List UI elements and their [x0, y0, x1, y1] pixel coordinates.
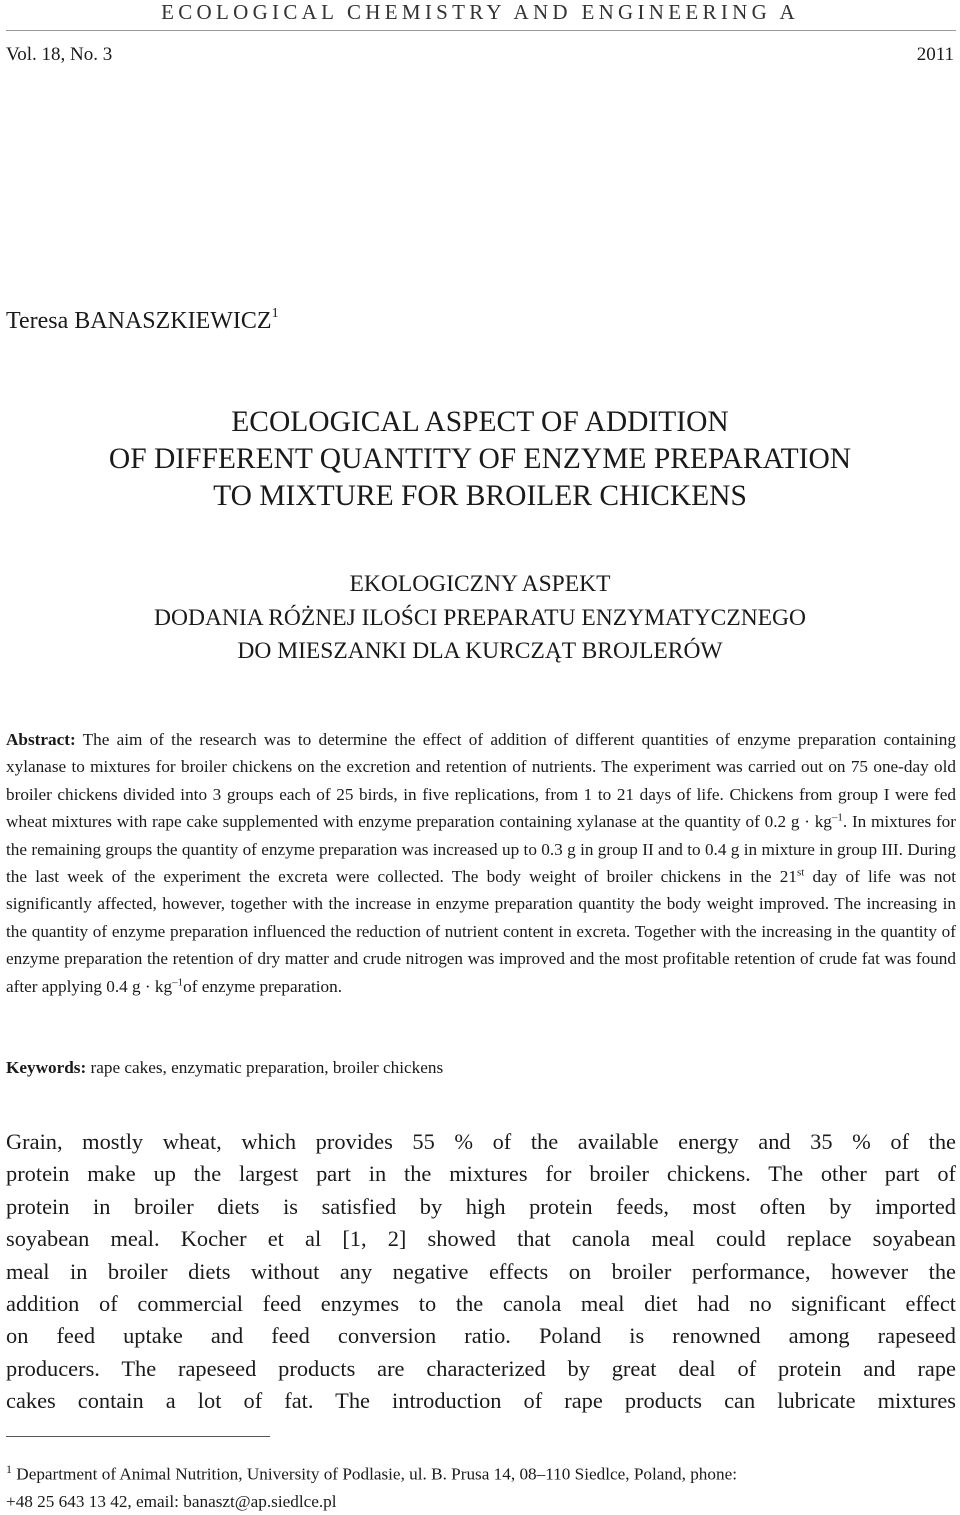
body-line: producers. The rapeseed products are characterized by great deal of protein and rape — [6, 1355, 956, 1381]
header-rule — [6, 30, 956, 31]
footnote-mark: 1 — [6, 1462, 12, 1476]
title-english — [0, 404, 960, 515]
abstract-label: Abstract: — [6, 730, 76, 749]
title-en-line-3: TO MIXTURE FOR BROILER CHICKENS — [213, 480, 747, 512]
body-line: protein make up the largest part in the mixtures for broiler chickens. The other part of — [6, 1161, 956, 1187]
volume-number: Vol. 18, No. 3 — [6, 44, 113, 65]
body-line: on feed uptake and feed conversion ratio. Poland is renowned among rapeseed — [6, 1323, 956, 1349]
journal-name: ECOLOGICAL CHEMISTRY AND ENGINEERING A — [161, 0, 799, 24]
body-line: addition of commercial feed enzymes to the canola meal diet had no significant effect — [6, 1291, 956, 1317]
abstract-text-3: day of life was not significantly affected, however, together with the increase in enzyme preparation quantity the body weight improved. The increasing in the quantity of enzyme preparation influenced the reduction of nutrient content in excreta. Together with the increasing in the quantity of enzyme preparation the retention of dry matter and crude nitrogen was improved and the most profitable retention of crude fat was found after applying 0.4 g · kg — [6, 867, 956, 996]
body-line: soyabean meal. Kocher et al [1, 2] showed that canola meal could replace soyabean — [6, 1226, 956, 1252]
title-en-line-2: OF DIFFERENT QUANTITY OF ENZYME PREPARATION — [108, 443, 852, 475]
keywords-label: Keywords: — [6, 1058, 87, 1077]
author-name: Teresa BANASZKIEWICZ — [6, 308, 272, 334]
body-text — [6, 1126, 956, 1418]
affiliation-mark: 1 — [271, 306, 279, 321]
abstract-text-1: The aim of the research was to determine the effect of addition of different quantities of enzyme preparation containing xylanase to mixtures for broiler chickens on the excretion and retention of nutrients. The experiment was carried out on 75 one-day old broiler chickens divided into 3 groups each of 25 birds, in five replications, from 1 to 21 days of life. Chickens from group I were fed wheat mixtures with rape cake supplemented with enzyme preparation containing xylanase at the quantity of 0.2 g · kg — [6, 730, 956, 832]
footnote-text-2: +48 25 643 13 42, email: banaszt@ap.siedlce.pl — [6, 1491, 337, 1511]
footnote-line-1 — [6, 1456, 958, 1488]
title-en-line-1: ECOLOGICAL ASPECT OF ADDITION — [231, 406, 729, 438]
abstract-text-2: . In mixtures for the remaining groups the quantity of enzyme preparation was increased up to 0.3 g in group II and to 0.4 g in mixture in group III. During the last week of the experiment the excreta were collected. The body weight of broiler chickens in the 21 — [6, 812, 956, 887]
abstract-sup-3: –1 — [172, 975, 184, 988]
body-line: protein in broiler diets is satisfied by high protein feeds, most often by imported — [6, 1193, 956, 1219]
abstract — [6, 726, 956, 1000]
body-line: cakes contain a lot of fat. The introduction of rape products can lubricate mixtures — [6, 1388, 956, 1414]
keywords-text: rape cakes, enzymatic preparation, broiler chickens — [86, 1058, 444, 1077]
footnote-text-1: Department of Animal Nutrition, University of Podlasie, ul. B. Prusa 14, 08–110 Siedlce, Poland, phone: — [12, 1464, 737, 1484]
abstract-sup-2: st — [796, 866, 805, 879]
abstract-text-4: of enzyme preparation. — [183, 976, 343, 996]
body-line: meal in broiler diets without any negative effects on broiler performance, however the — [6, 1258, 956, 1284]
title-pl-line-3: DO MIESZANKI DLA KURCZĄT BROJLERÓW — [237, 638, 723, 664]
title-pl-line-2: DODANIA RÓŻNEJ ILOŚCI PREPARATU ENZYMATYCZNEGO — [154, 604, 806, 631]
body-line: Grain, mostly wheat, which provides 55 % of the available energy and 35 % of the — [6, 1129, 956, 1154]
title-pl-line-1: EKOLOGICZNY ASPEKT — [349, 571, 611, 597]
abstract-sup-1: –1 — [831, 811, 843, 824]
publication-year: 2011 — [916, 44, 954, 65]
footnote-rule — [6, 1436, 270, 1437]
author — [6, 308, 279, 335]
footnote — [6, 1456, 958, 1515]
title-polish — [0, 568, 960, 669]
keywords — [6, 1054, 956, 1081]
